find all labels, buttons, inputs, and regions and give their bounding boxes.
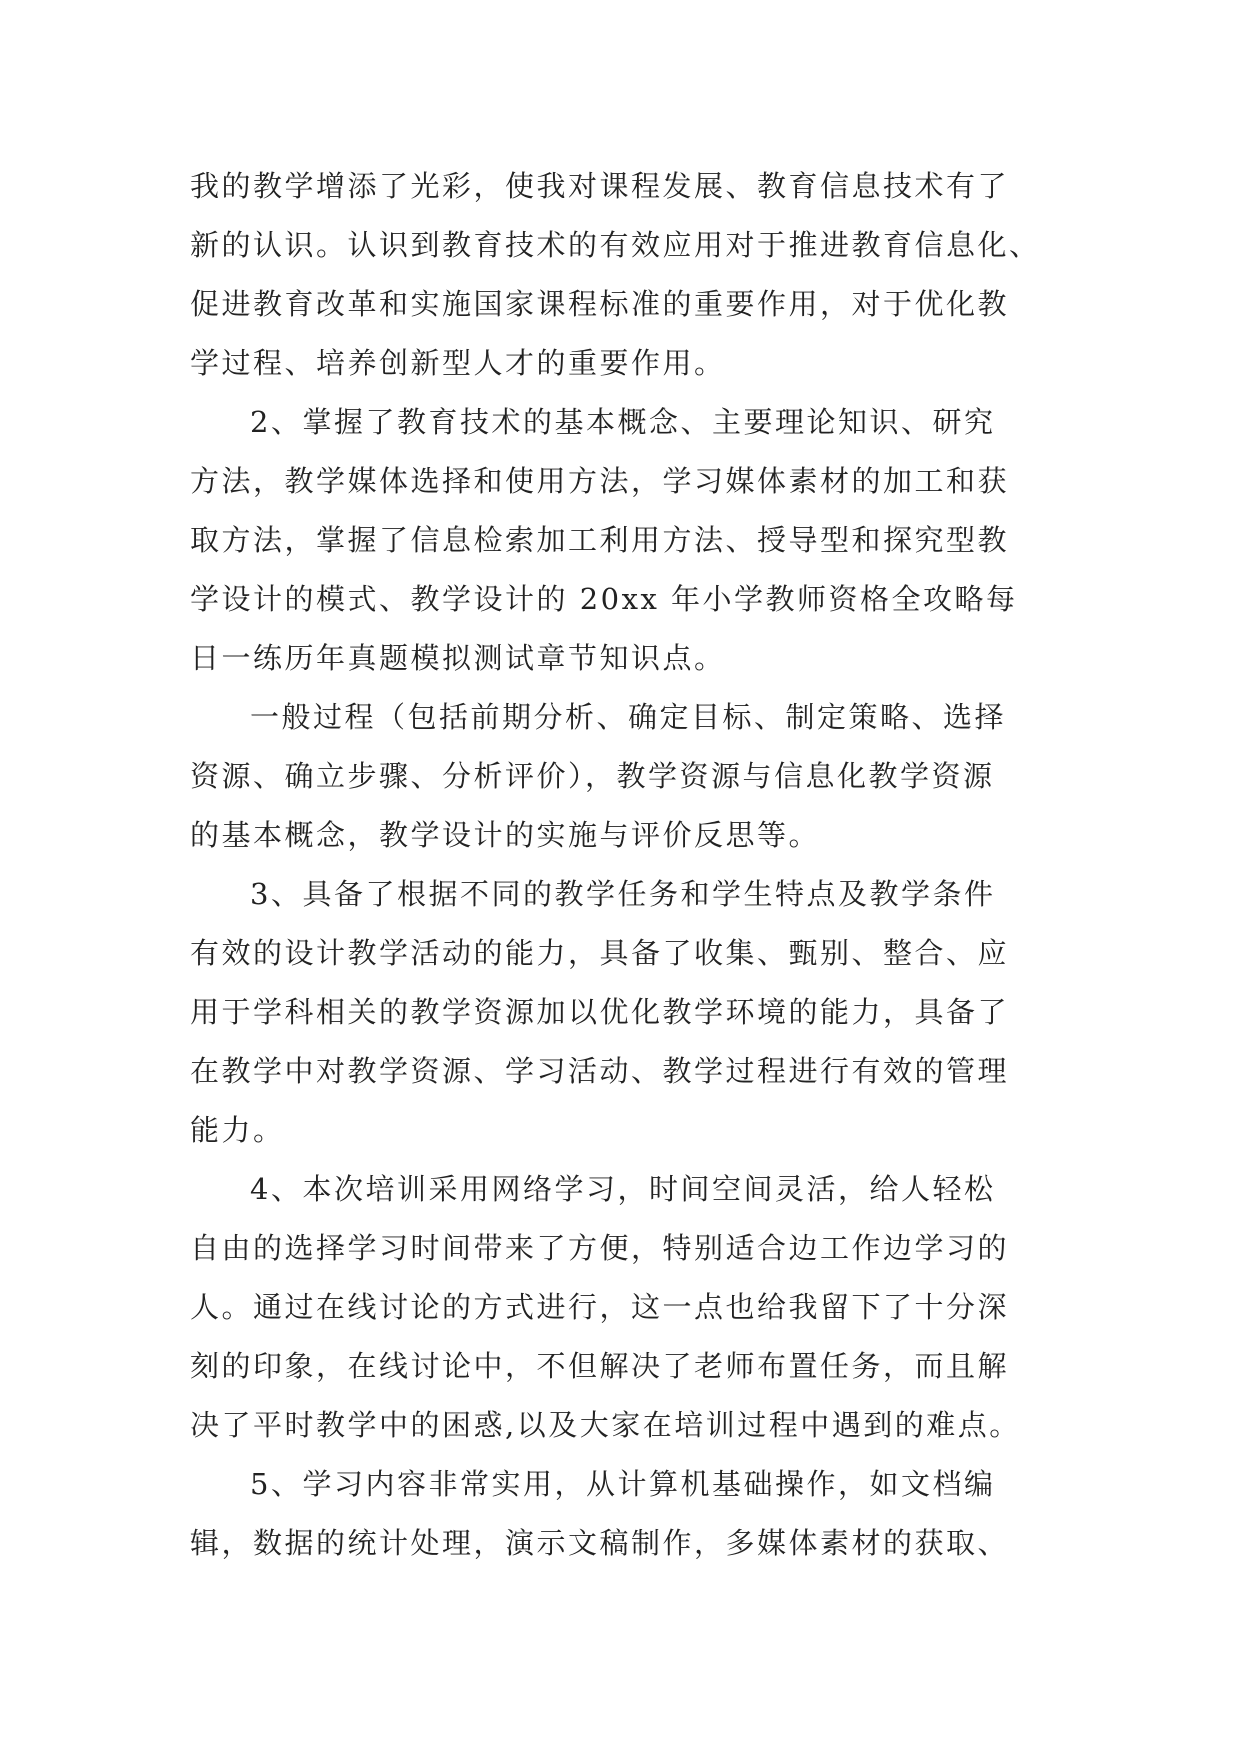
text-line: 新的认识。认识到教育技术的有效应用对于推进教育信息化、 xyxy=(190,228,1041,262)
text-line: 日一练历年真题模拟测试章节知识点。 xyxy=(190,641,726,675)
text-line: 能力。 xyxy=(190,1113,285,1147)
document-body xyxy=(190,157,1090,1573)
text-line: 学过程、培养创新型人才的重要作用。 xyxy=(190,346,726,380)
text-line: 用于学科相关的教学资源加以优化教学环境的能力，具备了 xyxy=(190,995,1010,1029)
text-line: 资源、确立步骤、分析评价），教学资源与信息化教学资源 xyxy=(190,759,995,793)
text-line: 的基本概念，教学设计的实施与评价反思等。 xyxy=(190,818,821,852)
text-line: 方法，教学媒体选择和使用方法，学习媒体素材的加工和获 xyxy=(190,464,1010,498)
text-line: 取方法，掌握了信息检索加工利用方法、授导型和探究型教 xyxy=(190,523,1010,557)
text-line: 5、学习内容非常实用，从计算机基础操作，如文档编 xyxy=(250,1467,996,1501)
text-line: 辑，数据的统计处理，演示文稿制作，多媒体素材的获取、 xyxy=(190,1526,1010,1560)
text-line: 决了平时教学中的困惑,以及大家在培训过程中遇到的难点。 xyxy=(190,1408,1021,1442)
text-line: 3、具备了根据不同的教学任务和学生特点及教学条件 xyxy=(250,877,996,911)
text-line: 促进教育改革和实施国家课程标准的重要作用，对于优化教 xyxy=(190,287,1010,321)
text-line: 一般过程（包括前期分析、确定目标、制定策略、选择 xyxy=(250,700,1007,734)
text-line: 有效的设计教学活动的能力，具备了收集、甄别、整合、应 xyxy=(190,936,1010,970)
text-line: 2、掌握了教育技术的基本概念、主要理论知识、研究 xyxy=(250,405,996,439)
text-line: 我的教学增添了光彩，使我对课程发展、教育信息技术有了 xyxy=(190,169,1010,203)
text-line: 刻的印象，在线讨论中，不但解决了老师布置任务，而且解 xyxy=(190,1349,1010,1383)
text-line: 自由的选择学习时间带来了方便，特别适合边工作边学习的 xyxy=(190,1231,1010,1265)
text-line: 4、本次培训采用网络学习，时间空间灵活，给人轻松 xyxy=(250,1172,996,1206)
text-line: 人。通过在线讨论的方式进行，这一点也给我留下了十分深 xyxy=(190,1290,1010,1324)
text-line: 学设计的模式、教学设计的 20xx 年小学教师资格全攻略每 xyxy=(190,582,1018,616)
text-line: 在教学中对教学资源、学习活动、教学过程进行有效的管理 xyxy=(190,1054,1010,1088)
